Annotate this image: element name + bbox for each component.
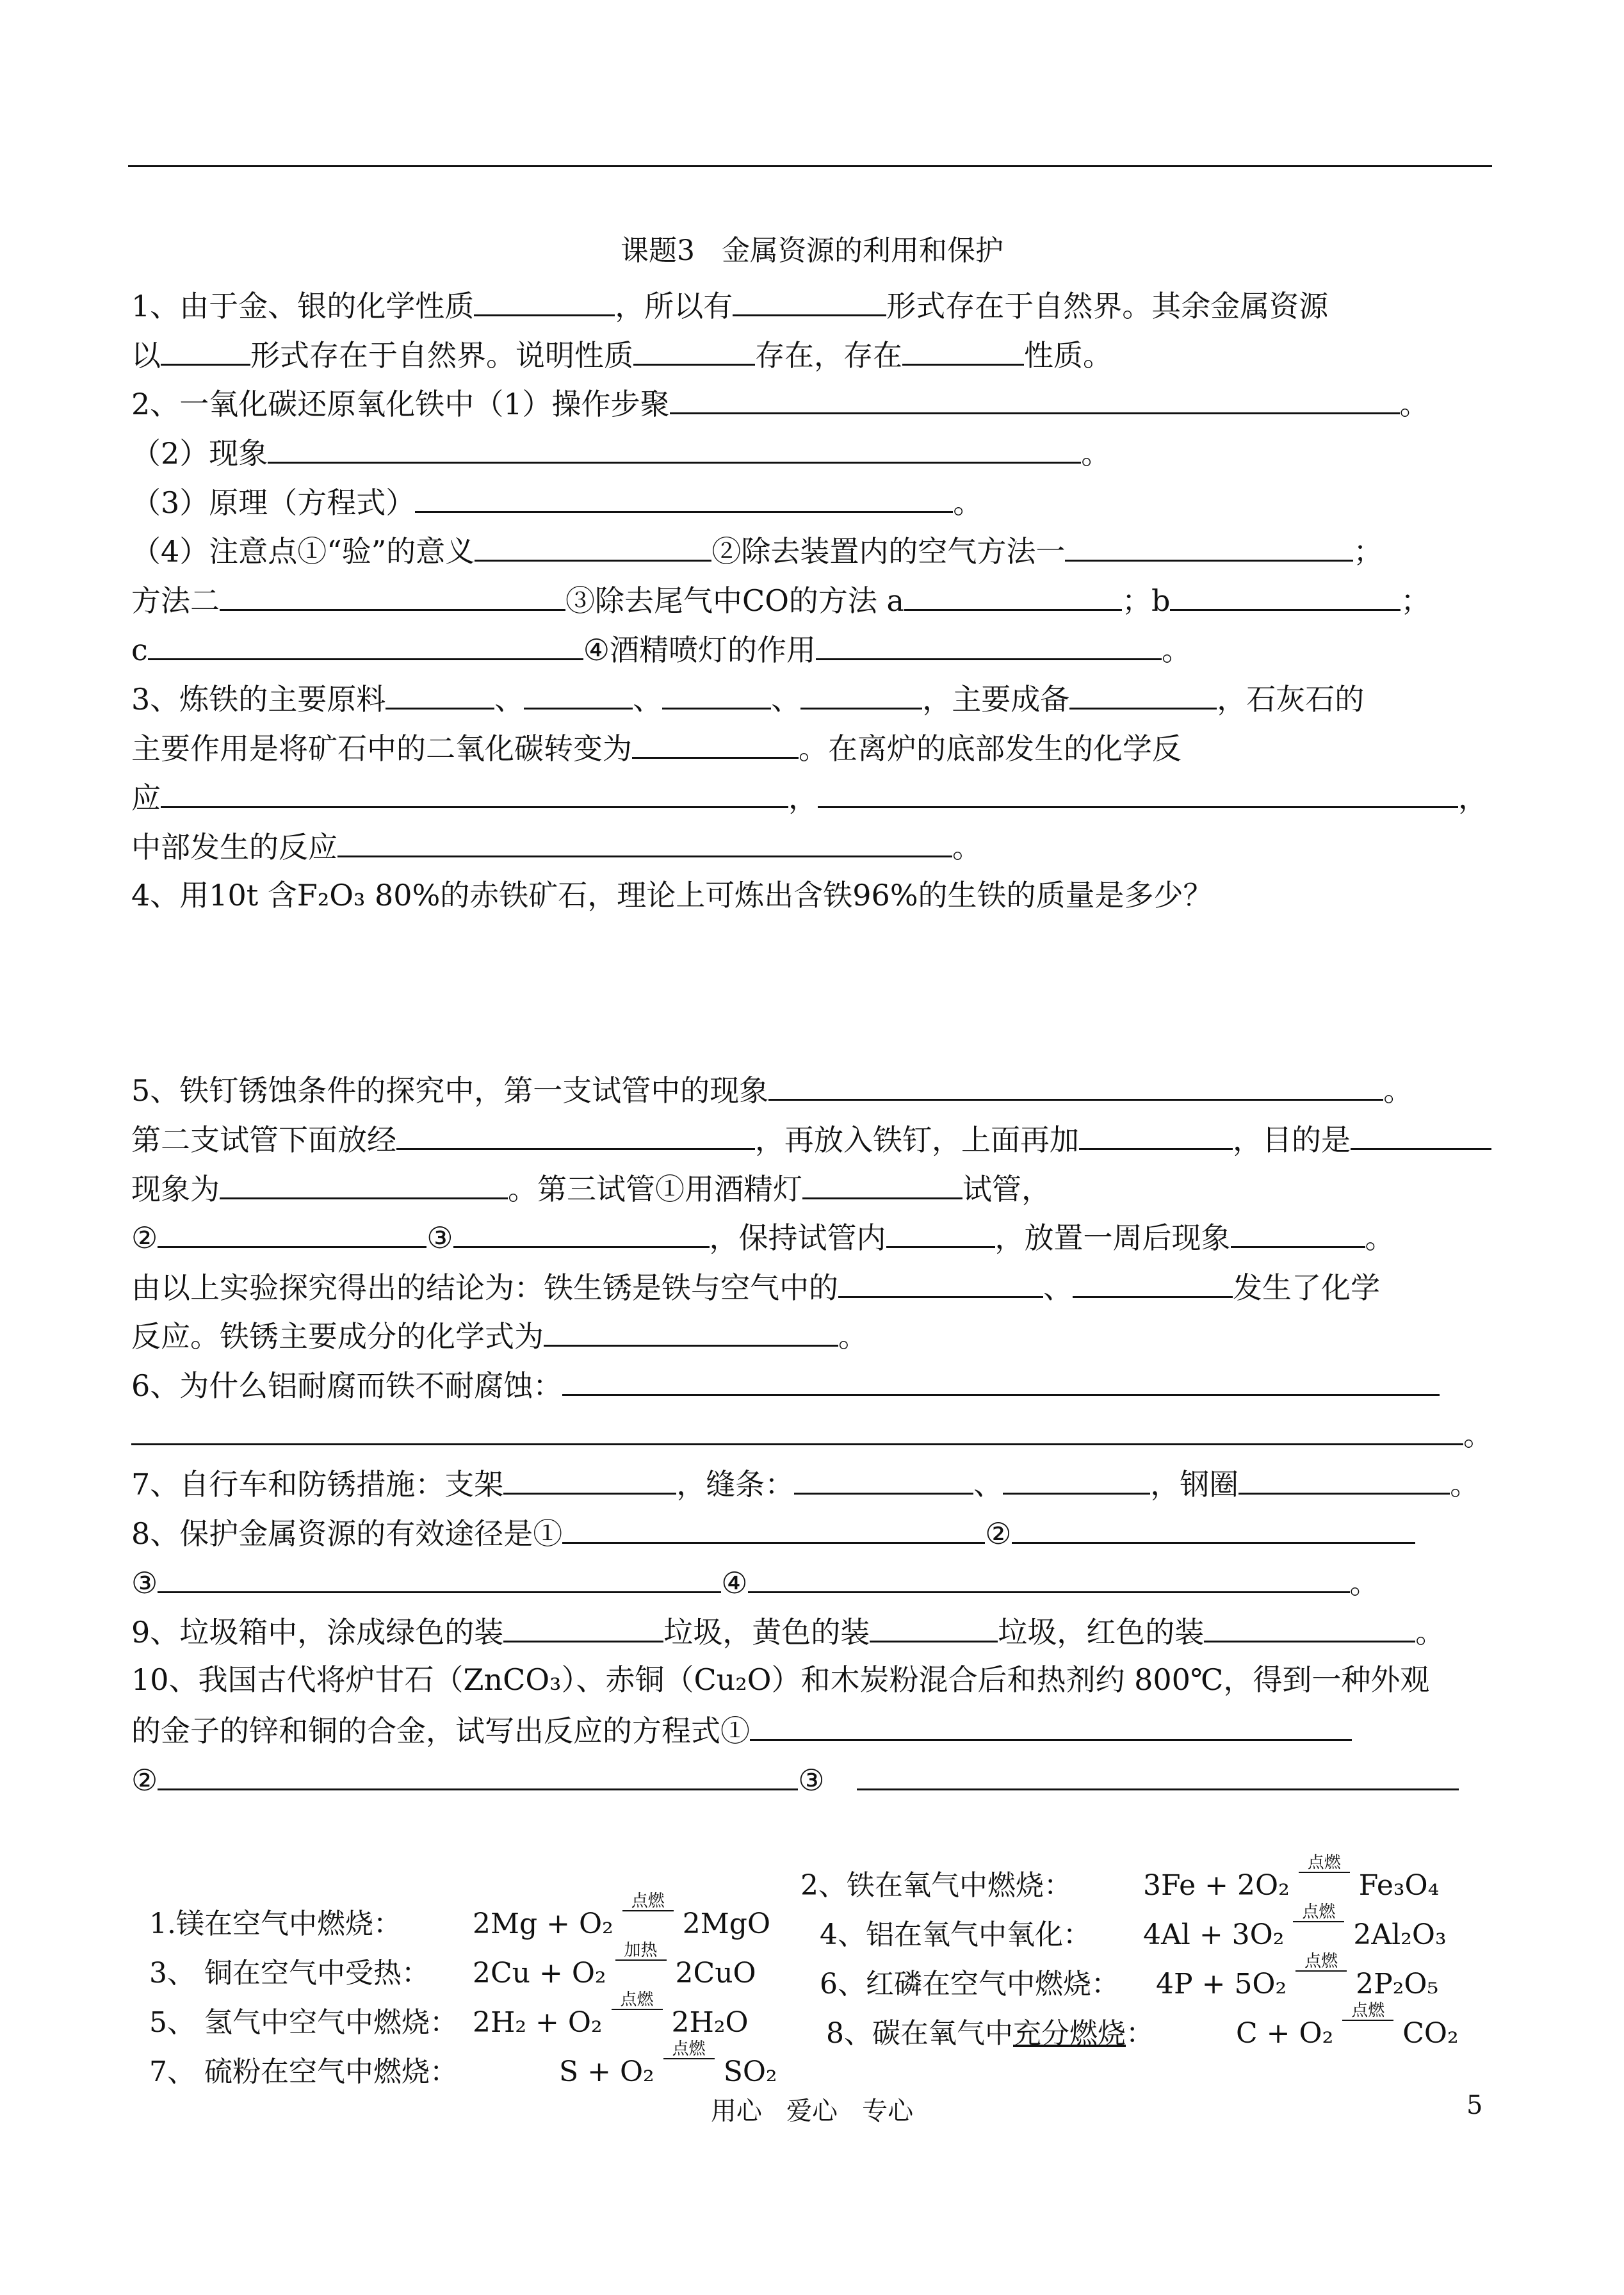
question-5-line-1: 5、铁钉锈蚀条件的探究中，第一支试管中的现象 。 [131, 1069, 1413, 1110]
equation-row-2: 3、 铜在空气中受热： 2Cu + O₂ 加热 2CuO 4、铝在氧气中氧化： 4Al + 3O₂ 点燃 2Al₂O₃ [149, 1902, 1447, 1990]
equation-row-1: 1.镁在空气中燃烧： 2Mg + O₂ 点燃 2MgO 2、铁在氧气中燃烧： 3Fe + 2O₂ 点燃 Fe₃O₄ [149, 1853, 1440, 1940]
page-title: 课题3 金属资源的利用和保护 [621, 234, 1003, 267]
question-10-line-2: 的金子的锌和铜的合金，试写出反应的方程式① [131, 1710, 1352, 1750]
question-7: 7、自行车和防锈措施：支架 ，缝条： 、 ，钢圈 。 [131, 1463, 1479, 1504]
question-5-line-6: 反应。铁锈主要成分的化学式为 。 [131, 1315, 868, 1356]
question-6-line-1: 6、为什么铝耐腐而铁不耐腐蚀： [131, 1365, 1440, 1405]
question-4: 4、用10t 含F₂O₃ 80%的赤铁矿石，理论上可炼出含铁96%的生铁的质量是多少？ [131, 878, 1213, 912]
question-6-line-2: 。 [131, 1414, 1493, 1454]
question-5-line-4: ② ③ ，保持试管内 ，放置一周后现象 。 [131, 1217, 1395, 1257]
question-5-line-5: 由以上实验探究得出的结论为：铁生锈是铁与空气中的 、 发生了化学 [131, 1267, 1380, 1307]
question-2-line-5: 方法二 ③除去尾气中CO的方法 a ；b ； [131, 580, 1430, 620]
question-8-line-2: ③ ④ 。 [131, 1562, 1379, 1602]
footer-motto: 用心 爱心 专心 [710, 2096, 914, 2126]
question-8-line-1: 8、保护金属资源的有效途径是① ② [131, 1512, 1415, 1553]
question-2-line-1: 2、一氧化碳还原氧化铁中（1）操作步聚 。 [131, 383, 1429, 423]
header-rule [128, 165, 1492, 167]
question-1-line-1: 1、由于金、银的化学性质 ，所以有 形式存在于自然界。其余金属资源 [131, 285, 1328, 325]
question-2-line-4: （4）注意点①“验”的意义 ②除去装置内的空气方法一 ； [131, 530, 1383, 571]
question-5-line-3: 现象为 。第三试管①用酒精灯 试管， [131, 1168, 1051, 1208]
question-2-line-3: （3）原理（方程式） 。 [131, 482, 982, 522]
question-1-line-2: 以 形式存在于自然界。说明性质 存在，存在 性质。 [131, 334, 1112, 375]
equation-row-3: 5、 氢气中空气中燃烧： 2H₂ + O₂ 点燃 2H₂O 6、红磷在空气中燃烧： 4P + 5O₂ 点燃 2P₂O₅ [149, 1952, 1439, 2039]
question-9: 9、垃圾箱中，涂成绿色的装 垃圾，黄色的装 垃圾，红色的装 。 [131, 1611, 1445, 1651]
question-2-line-6: c ④酒精喷灯的作用 。 [131, 629, 1191, 669]
page-number: 5 [1466, 2091, 1483, 2120]
question-3-line-3: 应 ， ， [131, 777, 1488, 817]
equation-row-4: 7、 硫粉在空气中燃烧： S + O₂ 点燃 SO₂ 8、碳在氧气中充分燃烧： C + O₂ 点燃 CO₂ [149, 2001, 1459, 2088]
question-3-line-1: 3、炼铁的主要原料 、 、 、 ，主要成备 ，石灰石的 [131, 678, 1364, 718]
question-10-line-1: 10、我国古代将炉甘石（ZnCO₃）、赤铜（Cu₂O）和木炭粉混合后和热剂约 800℃，得到一种外观 [131, 1662, 1430, 1697]
question-3-line-4: 中部发生的反应 。 [131, 826, 982, 866]
question-2-line-2: （2）现象 。 [131, 432, 1110, 473]
question-10-line-3: ② ③ [131, 1759, 1459, 1799]
question-5-line-2: 第二支试管下面放经 ，再放入铁钉，上面再加 ，目的是 [131, 1119, 1491, 1159]
question-3-line-2: 主要作用是将矿石中的二氧化碳转变为 。在离炉的底部发生的化学反 [131, 727, 1181, 768]
